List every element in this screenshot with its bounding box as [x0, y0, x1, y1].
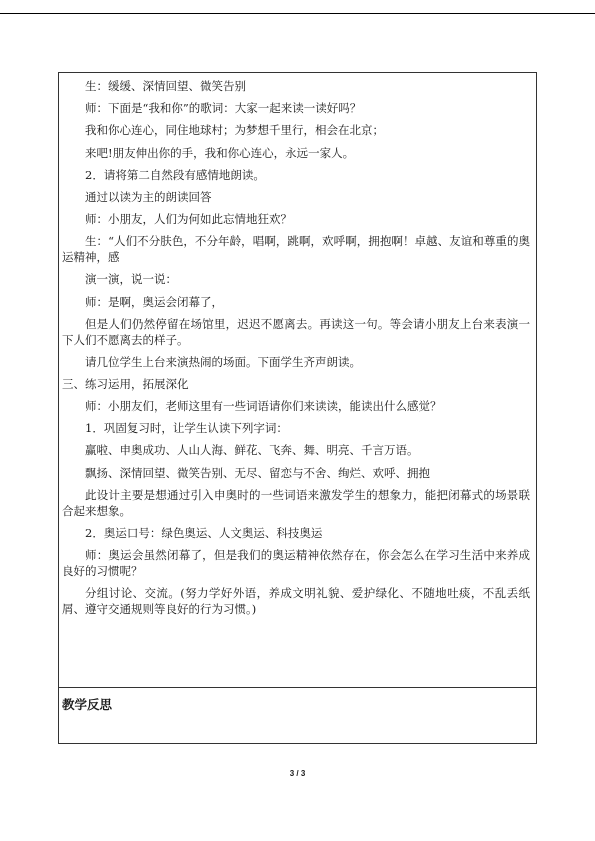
- header-rule: [0, 13, 595, 14]
- text-line: 2．奥运口号：绿色奥运、人文奥运、科技奥运: [85, 525, 323, 540]
- text-line: 请几位学生上台来演热闹的场面。下面学生齐声朗读。: [85, 354, 361, 369]
- text-line: 此设计主要是想通过引入申奥时的一些词语来激发学生的想象力，能把闭幕式的场景联合起来想象。: [62, 487, 530, 518]
- text-line: 师：小朋友，人们为何如此忘情地狂欢？: [85, 212, 292, 227]
- page-number: 3 / 3: [289, 769, 306, 778]
- text-line: 师：奥运会虽然闭幕了，但是我们的奥运精神依然存在，你会怎么在学习生活中来养成良好的习惯呢？: [62, 548, 530, 578]
- text-line: 师：下面是“我和你”的歌词：大家一起来读一读好吗？: [85, 101, 362, 116]
- section-heading: 三、练习运用，拓展深化: [62, 376, 189, 391]
- text-line: 师：是啊，奥运会闭幕了，: [85, 294, 223, 309]
- text-line: 分组讨论、交流。(努力学好外语，养成文明礼貌、爱护绿化、不随地吐痰，不乱丢纸屑、遵守交通规则等良好的行为习惯。): [62, 586, 530, 616]
- text-line: 通过以读为主的朗读回答: [85, 189, 212, 204]
- lesson-content: [62, 78, 530, 623]
- text-line: 赢啦、申奥成功、人山人海、鲜花、飞奔、舞、明亮、千言万语。: [85, 443, 419, 458]
- reflection-title: 教学反思: [62, 697, 113, 712]
- text-line: 飘扬、深情回望、微笑告别、无尽、留恋与不舍、绚烂、欢呼、拥抱: [85, 465, 430, 480]
- text-line: 生：缓缓、深情回望、微笑告别: [85, 79, 246, 93]
- text-line: 师：小朋友们，老师这里有一些词语请你们来读读，能读出什么感觉？: [85, 399, 442, 414]
- text-line: 生：“人们不分肤色，不分年龄，唱啊，跳啊，欢呼啊，拥抱啊！卓越、友谊和尊重的奥运精神，感: [62, 234, 530, 265]
- text-line: 但是人们仍然停留在场馆里，迟迟不愿离去。再读这一句。等会请小朋友上台来表演一下人们不愿离去的样子。: [62, 316, 530, 347]
- text-line: 演一演，说一说：: [85, 272, 177, 287]
- text-line: 我和你心连心，同住地球村；为梦想千里行，相会在北京；: [85, 123, 384, 138]
- text-line: 来吧!朋友伸出你的手，我和你心连心，永远一家人。: [85, 145, 355, 160]
- table-row-divider: [58, 687, 537, 688]
- text-line: 2．请将第二自然段有感情地朗读。: [85, 167, 265, 182]
- text-line: 1．巩固复习时，让学生认读下列字词：: [85, 421, 288, 436]
